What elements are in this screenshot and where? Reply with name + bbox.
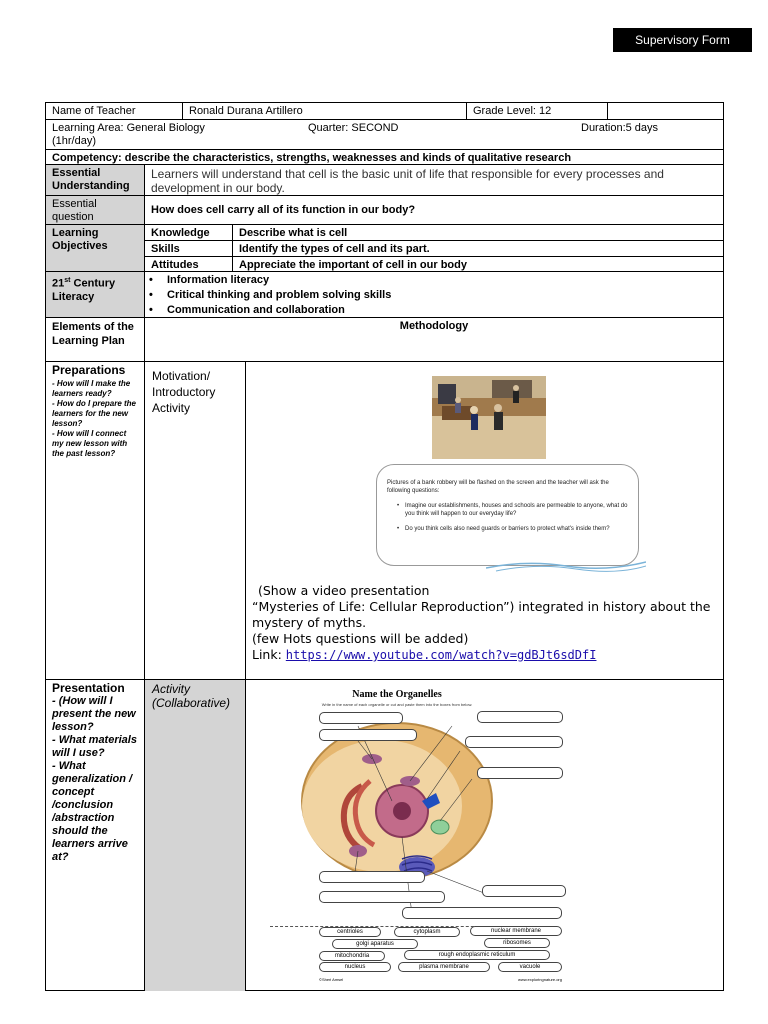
answer-box[interactable] — [319, 891, 445, 903]
bubble-intro: Pictures of a bank robbery will be flashed on the screen and the teacher will ask the following questions: — [387, 480, 609, 494]
supervisory-form-badge: Supervisory Form — [613, 28, 752, 52]
bank-robbery-photo — [432, 376, 546, 459]
word-tile[interactable]: cytoplasm — [394, 927, 460, 937]
answer-box[interactable] — [477, 711, 563, 723]
word-tile[interactable]: plasma membrane — [398, 962, 490, 972]
presentation-question: - What generalization / concept /conclusion /abstraction should the learners arrive at? — [52, 760, 133, 863]
worksheet-site: www.exploringnature.org — [517, 977, 562, 982]
objective-value: Describe what is cell — [239, 227, 348, 239]
literacy-row — [46, 272, 723, 318]
preparations-title: Preparations — [52, 363, 126, 377]
video-line: (few Hots questions will be added) — [252, 631, 469, 646]
presentation-title: Presentation — [52, 681, 125, 695]
literacy-list — [145, 272, 723, 317]
word-tile[interactable]: golgi aparatus — [332, 939, 418, 949]
literacy-label-sup: st — [64, 277, 71, 284]
literacy-item: • Communication and collaboration — [145, 303, 723, 318]
question-text: How does cell carry all of its function in our body? — [151, 204, 416, 216]
word-tile[interactable]: mitochondria — [319, 951, 385, 961]
worksheet-subtitle: Write in the name of each organelle or cut and paste them into the boxes from below. — [321, 702, 473, 707]
teacher-name: Ronald Durana Artillero — [183, 103, 467, 119]
methodology-heading: Methodology — [399, 320, 469, 332]
word-tile[interactable]: vacuole — [498, 962, 562, 972]
worksheet-title: Name the Organelles — [352, 689, 442, 700]
word-tile[interactable]: nucleus — [319, 962, 391, 972]
answer-box[interactable] — [402, 907, 562, 919]
teacher-label: Name of Teacher — [46, 103, 183, 119]
competency-row — [46, 150, 723, 165]
word-tile[interactable]: rough endoplasmic reticulum — [404, 950, 550, 960]
organelles-worksheet — [262, 681, 562, 986]
link-label: Link: — [252, 647, 286, 662]
objective-key: Skills — [145, 241, 233, 256]
video-line: “Mysteries of Life: Cellular Reproduction”) integrated in history about the mystery of myths. — [252, 599, 711, 630]
activity-label: Activity (Collaborative) — [145, 680, 246, 991]
hours-per-day: (1hr/day) — [52, 135, 97, 147]
literacy-label — [46, 272, 145, 317]
wave-decoration — [486, 558, 646, 574]
grade-level: Grade Level: 12 — [467, 103, 608, 119]
presentation-question: - (How will I present the new lesson? — [52, 695, 136, 733]
video-line: (Show a video presentation — [258, 583, 430, 598]
presentation-label — [46, 680, 145, 991]
discussion-questions-bubble — [376, 464, 639, 566]
preparations-question: - How will I make the learners ready? — [52, 379, 131, 398]
worksheet-credit: ©Sheri Amsel — [319, 977, 344, 982]
elements-row — [46, 318, 723, 362]
lesson-plan-table — [45, 102, 724, 991]
video-link-line — [252, 647, 720, 663]
word-tile[interactable]: ribosomes — [484, 938, 550, 948]
bubble-question: • Do you think cells also need guards or barriers to protect what's inside them? — [387, 525, 628, 533]
answer-box[interactable] — [482, 885, 566, 897]
objectives-table — [145, 225, 723, 271]
blank-cell — [608, 103, 723, 119]
answer-box[interactable] — [465, 736, 563, 748]
objective-row-attitudes — [145, 257, 723, 272]
objective-key: Knowledge — [145, 225, 233, 241]
preparations-label — [46, 362, 145, 679]
preparations-question: - How do I prepare the learners for the new lesson? — [52, 399, 137, 428]
learning-area: Learning Area: General Biology — [52, 122, 205, 134]
elements-label: Elements of the Learning Plan — [46, 318, 145, 361]
word-tile[interactable]: centrioles — [319, 927, 381, 937]
video-link[interactable]: https://www.youtube.com/watch?v=gdBJt6sdDfI — [285, 648, 597, 662]
area-row — [46, 120, 723, 150]
understanding-text: Learners will understand that cell is the basic unit of life that responsible for every processes and development in our body. — [151, 167, 664, 195]
literacy-item: • Critical thinking and problem solving skills — [145, 288, 723, 303]
duration: Duration:5 days — [581, 122, 659, 134]
objectives-label: Learning Objectives — [46, 225, 145, 271]
question-row — [46, 196, 723, 225]
objective-value: Appreciate the important of cell in our body — [239, 259, 467, 271]
presentation-question: - What materials will I use? — [52, 734, 137, 759]
answer-box[interactable] — [319, 871, 425, 883]
quarter: Quarter: SECOND — [308, 122, 399, 134]
objectives-row — [46, 225, 723, 272]
answer-box[interactable] — [477, 767, 563, 779]
objective-key: Attitudes — [145, 257, 233, 272]
objective-row-knowledge — [145, 225, 723, 241]
answer-box[interactable] — [319, 729, 417, 741]
question-label: Essential question — [46, 196, 145, 224]
literacy-label-rest: Century Literacy — [52, 277, 116, 303]
understanding-label: Essential Understanding — [46, 165, 145, 195]
competency-text: Competency: describe the characteristics, strengths, weaknesses and kinds of qualitative research — [52, 152, 572, 164]
literacy-label-number: 21 — [52, 277, 65, 290]
understanding-row — [46, 165, 723, 196]
objective-row-skills — [145, 241, 723, 257]
motivation-label: Motivation/ Introductory Activity — [145, 362, 246, 679]
video-description — [252, 583, 720, 663]
word-tile[interactable]: nuclear membrane — [470, 926, 562, 936]
teacher-row — [46, 103, 723, 120]
objective-value: Identify the types of cell and its part. — [239, 243, 430, 255]
preparations-question: - How will I connect my new lesson with the past lesson? — [52, 429, 128, 458]
literacy-item: • Information literacy — [145, 273, 723, 288]
bubble-question: • Imagine our establishments, houses and schools are permeable to anyone, what do you think will happen to our everyday life? — [387, 502, 628, 518]
answer-box[interactable] — [319, 712, 403, 724]
